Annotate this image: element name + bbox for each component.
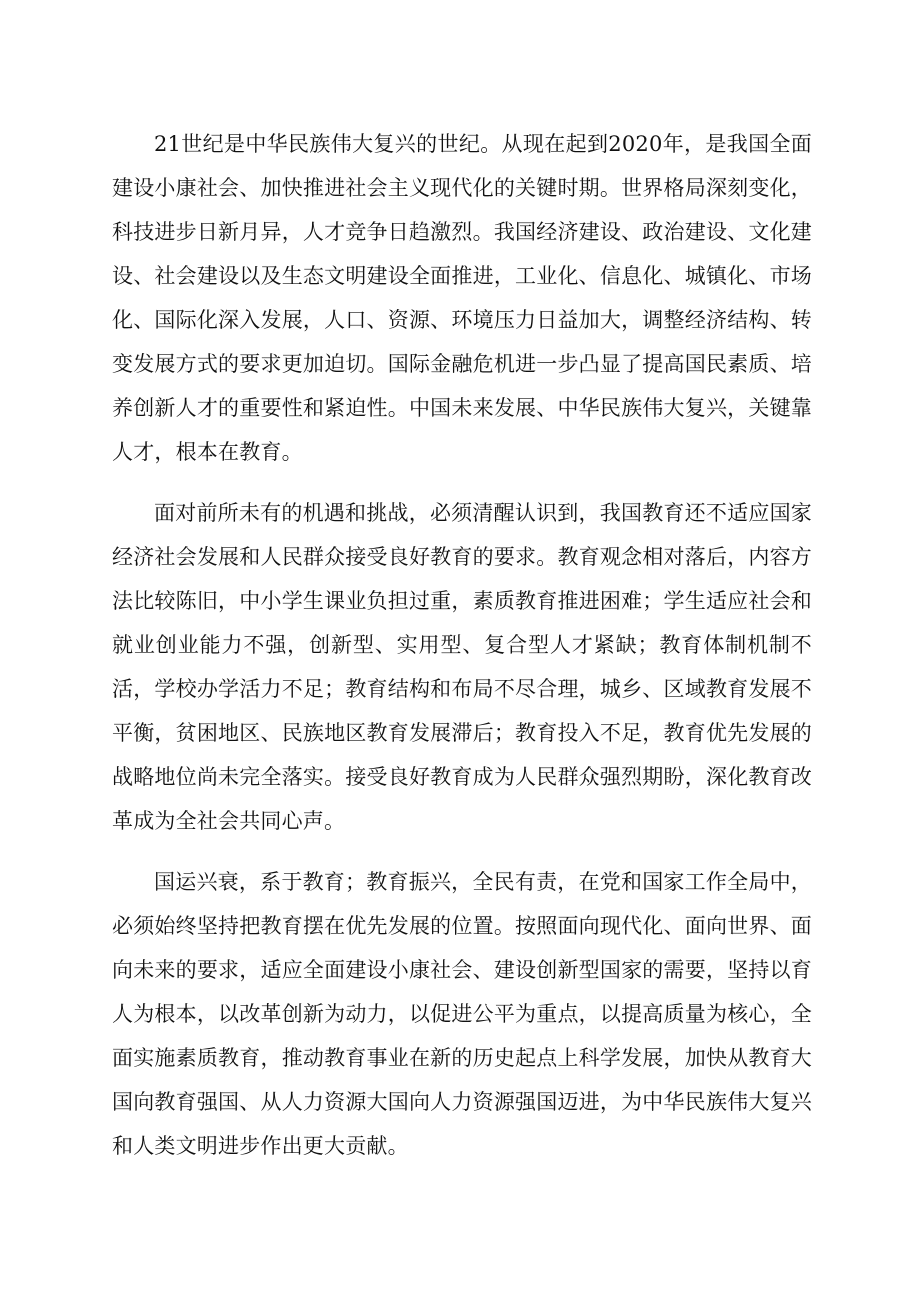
- document-body: [112, 122, 812, 1168]
- paragraph-3: 国运兴衰，系于教育；教育振兴，全民有责，在党和国家工作全局中，必须始终坚持把教育摆在优先发展的位置。按照面向现代化、面向世界、面向未来的要求，适应全面建设小康社会、建设创新型国家的需要，坚持以育人为根本，以改革创新为动力，以促进公平为重点，以提高质量为核心，全面实施素质教育，推动教育事业在新的历史起点上科学发展，加快从教育大国向教育强国、从人力资源大国向人力资源强国迈进，为中华民族伟大复兴和人类文明进步作出更大贡献。: [112, 870, 812, 1158]
- paragraph-2: 面对前所未有的机遇和挑战，必须清醒认识到，我国教育还不适应国家经济社会发展和人民群众接受良好教育的要求。教育观念相对落后，内容方法比较陈旧，中小学生课业负担过重，素质教育推进困难；学生适应社会和就业创业能力不强，创新型、实用型、复合型人才紧缺；教育体制机制不活，学校办学活力不足；教育结构和布局不尽合理，城乡、区域教育发展不平衡，贫困地区、民族地区教育发展滞后；教育投入不足，教育优先发展的战略地位尚未完全落实。接受良好教育成为人民群众强烈期盼，深化教育改革成为全社会共同心声。: [112, 501, 812, 833]
- paragraph-1: 21世纪是中华民族伟大复兴的世纪。从现在起到2020年，是我国全面建设小康社会、加快推进社会主义现代化的关键时期。世界格局深刻变化，科技进步日新月异，人才竞争日趋激烈。我国经济建设、政治建设、文化建设、社会建设以及生态文明建设全面推进，工业化、信息化、城镇化、市场化、国际化深入发展，人口、资源、环境压力日益加大，调整经济结构、转变发展方式的要求更加迫切。国际金融危机进一步凸显了提高国民素质、培养创新人才的重要性和紧迫性。中国未来发展、中华民族伟大复兴，关键靠人才，根本在教育。: [112, 132, 812, 464]
